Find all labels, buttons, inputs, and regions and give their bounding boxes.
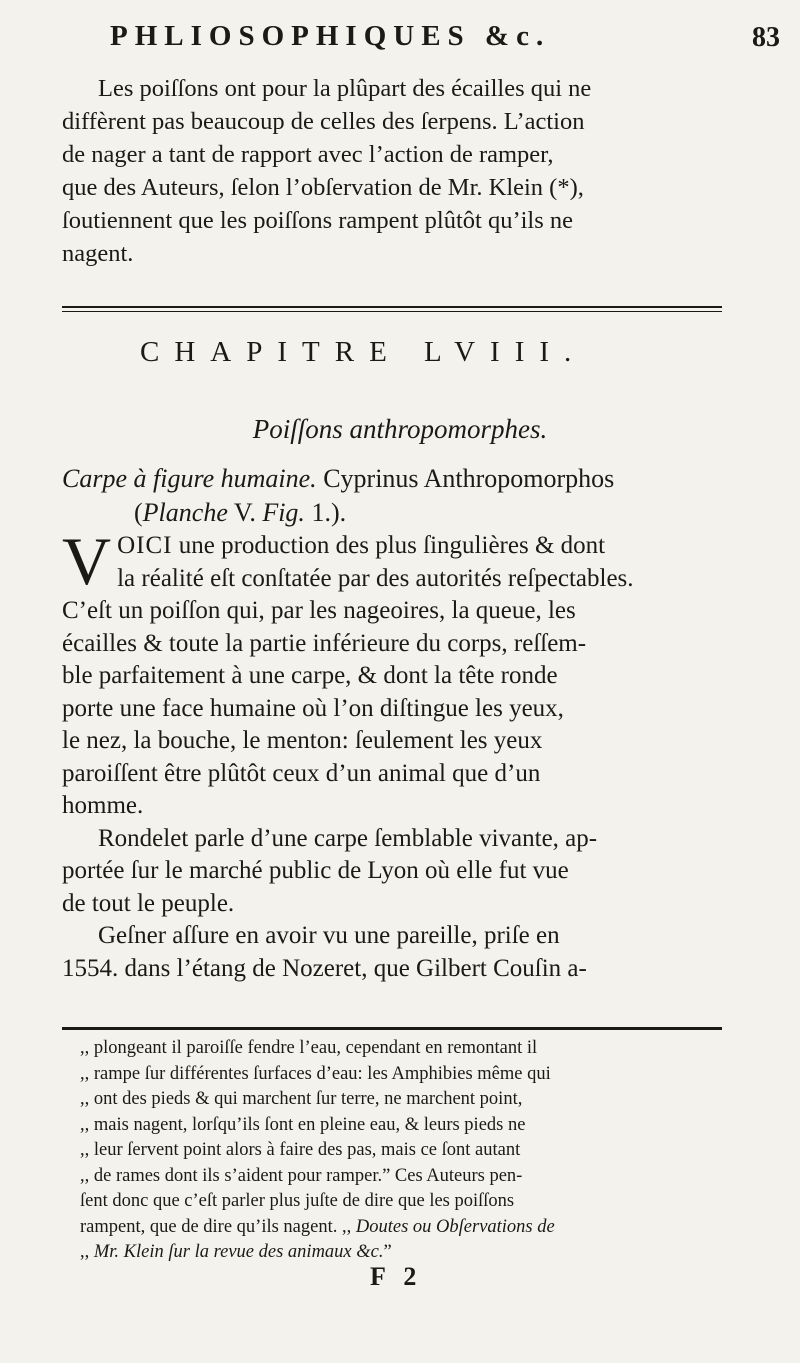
text-line: homme. — [62, 792, 144, 819]
footnote-line: ſent donc que c’eſt parler plus juſte de dire que les poiſſons — [80, 1191, 515, 1211]
subtitle-italic: Carpe à figure humaine. — [62, 464, 317, 493]
signature-mark: F 2 — [370, 1262, 423, 1291]
running-title: PHLIOSOPHIQUES &c. — [110, 20, 551, 52]
footnote-citation-end: Mr. Klein ſur la revue des animaux &c. — [93, 1242, 384, 1262]
subtitle-latin: Cyprinus Anthropomorphos — [323, 464, 615, 493]
footnote-rule — [62, 1027, 722, 1030]
text-line: la réalité eſt conſtatée par des autorités reſpectables. — [117, 564, 634, 592]
text-line: C’eſt un poiſſon qui, par les nageoires, la queue, les — [62, 597, 576, 624]
chapter-heading: CHAPITRE LVIII. — [140, 336, 587, 368]
text-line: Les poiſſons ont pour la plûpart des écailles qui ne — [98, 75, 592, 102]
footnote-line: ,, ont des pieds & qui marchent ſur terre, ne marchent point, — [80, 1089, 523, 1109]
text-line: Geſner aſſure en avoir vu une pareille, priſe en — [98, 922, 560, 949]
chapter-subtitle — [62, 462, 722, 530]
section-title: Poiſſons anthropomorphes. — [252, 414, 548, 444]
text-line: 1554. dans l’étang de Nozeret, que Gilbert Couſin a- — [62, 954, 587, 982]
footnote-quote-mark: ,, — [80, 1242, 90, 1262]
intro-paragraph — [62, 72, 722, 270]
footnote-line: rampent, que de dire qu’ils nagent. ,, — [80, 1216, 352, 1237]
footnote — [80, 1036, 720, 1266]
text-line: porte une face humaine où l’on diſtingue les yeux, — [62, 694, 564, 722]
footnote-line: ,, mais nagent, lorſqu’ils ſont en pleine eau, & leurs pieds ne — [80, 1114, 526, 1135]
plate-number: V. — [233, 498, 256, 527]
text-line: paroiſſent être plûtôt ceux d’un animal que d’un — [62, 759, 541, 787]
plate-open: ( — [134, 498, 143, 527]
page-number: 83 — [752, 22, 780, 53]
text-line: le nez, la bouche, le menton: ſeulement les yeux — [62, 727, 543, 754]
section-rule — [62, 306, 722, 308]
footnote-line: ,, plongeant il paroiſſe fendre l’eau, cependant en remontant il — [80, 1038, 538, 1058]
text-line: écailles & toute la partie inférieure du corps, reſſem- — [62, 629, 587, 657]
figure-label: Fig. — [262, 498, 305, 527]
footnote-line: ,, rampe ſur différentes ſurfaces d’eau: les Amphibies même qui — [80, 1063, 551, 1084]
first-word: OICI — [117, 532, 173, 559]
drop-cap: V — [62, 523, 112, 599]
footnote-citation: Doutes ou Obſervations de — [355, 1216, 555, 1237]
text-line: ſoutiennent que les poiſſons rampent plûtôt qu’ils ne — [62, 207, 574, 234]
page-header — [110, 8, 780, 58]
text-line: nagent. — [62, 240, 134, 267]
footnote-line: ,, de rames dont ils s’aident pour ramper.” Ces Auteurs pen- — [80, 1165, 523, 1186]
text-line: de tout le peuple. — [62, 889, 235, 917]
figure-number: 1.). — [311, 498, 347, 527]
text-line: une production des plus ſingulières & dont — [178, 532, 606, 559]
text-line: portée ſur le marché public de Lyon où elle fut vue — [62, 857, 569, 884]
text-line: ble parfaitement à une carpe, & dont la tête ronde — [62, 662, 558, 689]
footnote-close-quote: ” — [383, 1242, 392, 1262]
text-line: de nager a tant de rapport avec l’action de ramper, — [62, 141, 554, 168]
main-paragraph — [62, 523, 722, 985]
text-line: Rondelet parle d’une carpe ſemblable vivante, ap- — [98, 824, 598, 852]
text-line: diffèrent pas beaucoup de celles des ſerpens. L’action — [62, 108, 585, 135]
section-rule-thin — [62, 311, 722, 312]
text-line: que des Auteurs, ſelon l’obſervation de Mr. Klein (*), — [62, 174, 584, 201]
footnote-line: ,, leur ſervent point alors à faire des pas, mais ce ſont autant — [80, 1140, 521, 1160]
plate-label: Planche — [142, 498, 228, 527]
